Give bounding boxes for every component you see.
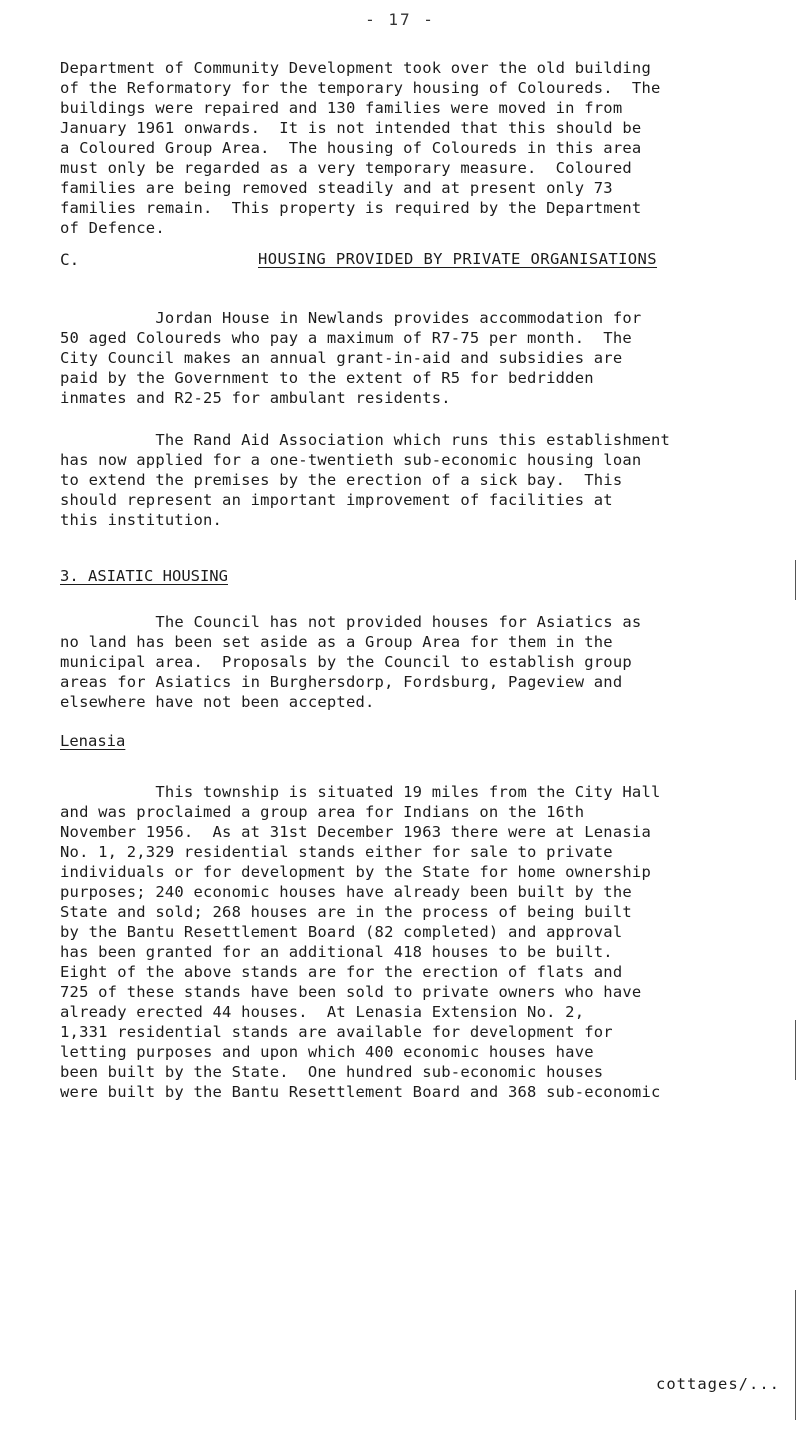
text-line: a Coloured Group Area. The housing of Coloureds in this area xyxy=(60,139,642,157)
text-line: inmates and R2-25 for ambulant residents. xyxy=(60,389,451,407)
asiatic-housing-heading: 3. ASIATIC HOUSING xyxy=(60,567,228,585)
text-line: families remain. This property is required by the Department xyxy=(60,199,642,217)
text-line: been built by the State. One hundred sub-economic houses xyxy=(60,1063,604,1081)
text-line: purposes; 240 economic houses have already been built by the xyxy=(60,883,632,901)
text-line: no land has been set aside as a Group Area for them in the xyxy=(60,633,613,651)
jordan-house-paragraph xyxy=(60,308,795,408)
text-line: paid by the Government to the extent of R5 for bedridden xyxy=(60,369,594,387)
text-line: No. 1, 2,329 residential stands either for sale to private xyxy=(60,843,613,861)
text-line: State and sold; 268 houses are in the process of being built xyxy=(60,903,632,921)
text-line: Eight of the above stands are for the erection of flats and xyxy=(60,963,623,981)
scan-edge-mark xyxy=(795,560,796,600)
intro-paragraph xyxy=(60,58,795,238)
text-line: of the Reformatory for the temporary housing of Coloureds. The xyxy=(60,79,661,97)
text-line: should represent an important improvement of facilities at xyxy=(60,491,613,509)
text-line: City Council makes an annual grant-in-aid and subsidies are xyxy=(60,349,623,367)
text-line: 1,331 residential stands are available for development for xyxy=(60,1023,613,1041)
scan-edge-mark xyxy=(795,1020,796,1080)
lenasia-paragraph xyxy=(60,782,795,1102)
rand-aid-paragraph xyxy=(60,430,795,530)
text-line: elsewhere have not been accepted. xyxy=(60,693,375,711)
text-line: this institution. xyxy=(60,511,223,529)
text-line: letting purposes and upon which 400 economic houses have xyxy=(60,1043,594,1061)
section-c-heading: HOUSING PROVIDED BY PRIVATE ORGANISATIONS xyxy=(258,250,658,268)
text-line: and was proclaimed a group area for Indians on the 16th xyxy=(60,803,585,821)
text-line: The Council has not provided houses for Asiatics as xyxy=(60,613,642,631)
text-line: of Defence. xyxy=(60,219,165,237)
catchword: cottages/... xyxy=(656,1375,780,1393)
text-line: were built by the Bantu Resettlement Board and 368 sub-economic xyxy=(60,1083,661,1101)
text-line: by the Bantu Resettlement Board (82 completed) and approval xyxy=(60,923,623,941)
text-line: municipal area. Proposals by the Council to establish group xyxy=(60,653,632,671)
text-line: January 1961 onwards. It is not intended that this should be xyxy=(60,119,642,137)
text-line: families are being removed steadily and at present only 73 xyxy=(60,179,613,197)
text-line: must only be regarded as a very temporary measure. Coloured xyxy=(60,159,632,177)
asiatic-housing-paragraph xyxy=(60,612,795,712)
section-c-marker: C. xyxy=(60,250,80,269)
text-line: Jordan House in Newlands provides accommodation for xyxy=(60,309,642,327)
text-line: to extend the premises by the erection of a sick bay. This xyxy=(60,471,623,489)
text-line: already erected 44 houses. At Lenasia Extension No. 2, xyxy=(60,1003,585,1021)
text-line: individuals or for development by the State for home ownership xyxy=(60,863,651,881)
scan-edge-mark xyxy=(795,1290,796,1420)
text-line: The Rand Aid Association which runs this establishment xyxy=(60,431,671,449)
lenasia-heading: Lenasia xyxy=(60,732,126,750)
text-line: 725 of these stands have been sold to private owners who have xyxy=(60,983,642,1001)
text-line: 50 aged Coloureds who pay a maximum of R7-75 per month. The xyxy=(60,329,632,347)
text-line: has been granted for an additional 418 houses to be built. xyxy=(60,943,613,961)
text-line: has now applied for a one-twentieth sub-economic housing loan xyxy=(60,451,642,469)
text-line: This township is situated 19 miles from the City Hall xyxy=(60,783,661,801)
page-number: - 17 - xyxy=(365,10,435,29)
text-line: Department of Community Development took over the old building xyxy=(60,59,651,77)
text-line: areas for Asiatics in Burghersdorp, Fordsburg, Pageview and xyxy=(60,673,623,691)
text-line: buildings were repaired and 130 families were moved in from xyxy=(60,99,623,117)
text-line: November 1956. As at 31st December 1963 there were at Lenasia xyxy=(60,823,651,841)
